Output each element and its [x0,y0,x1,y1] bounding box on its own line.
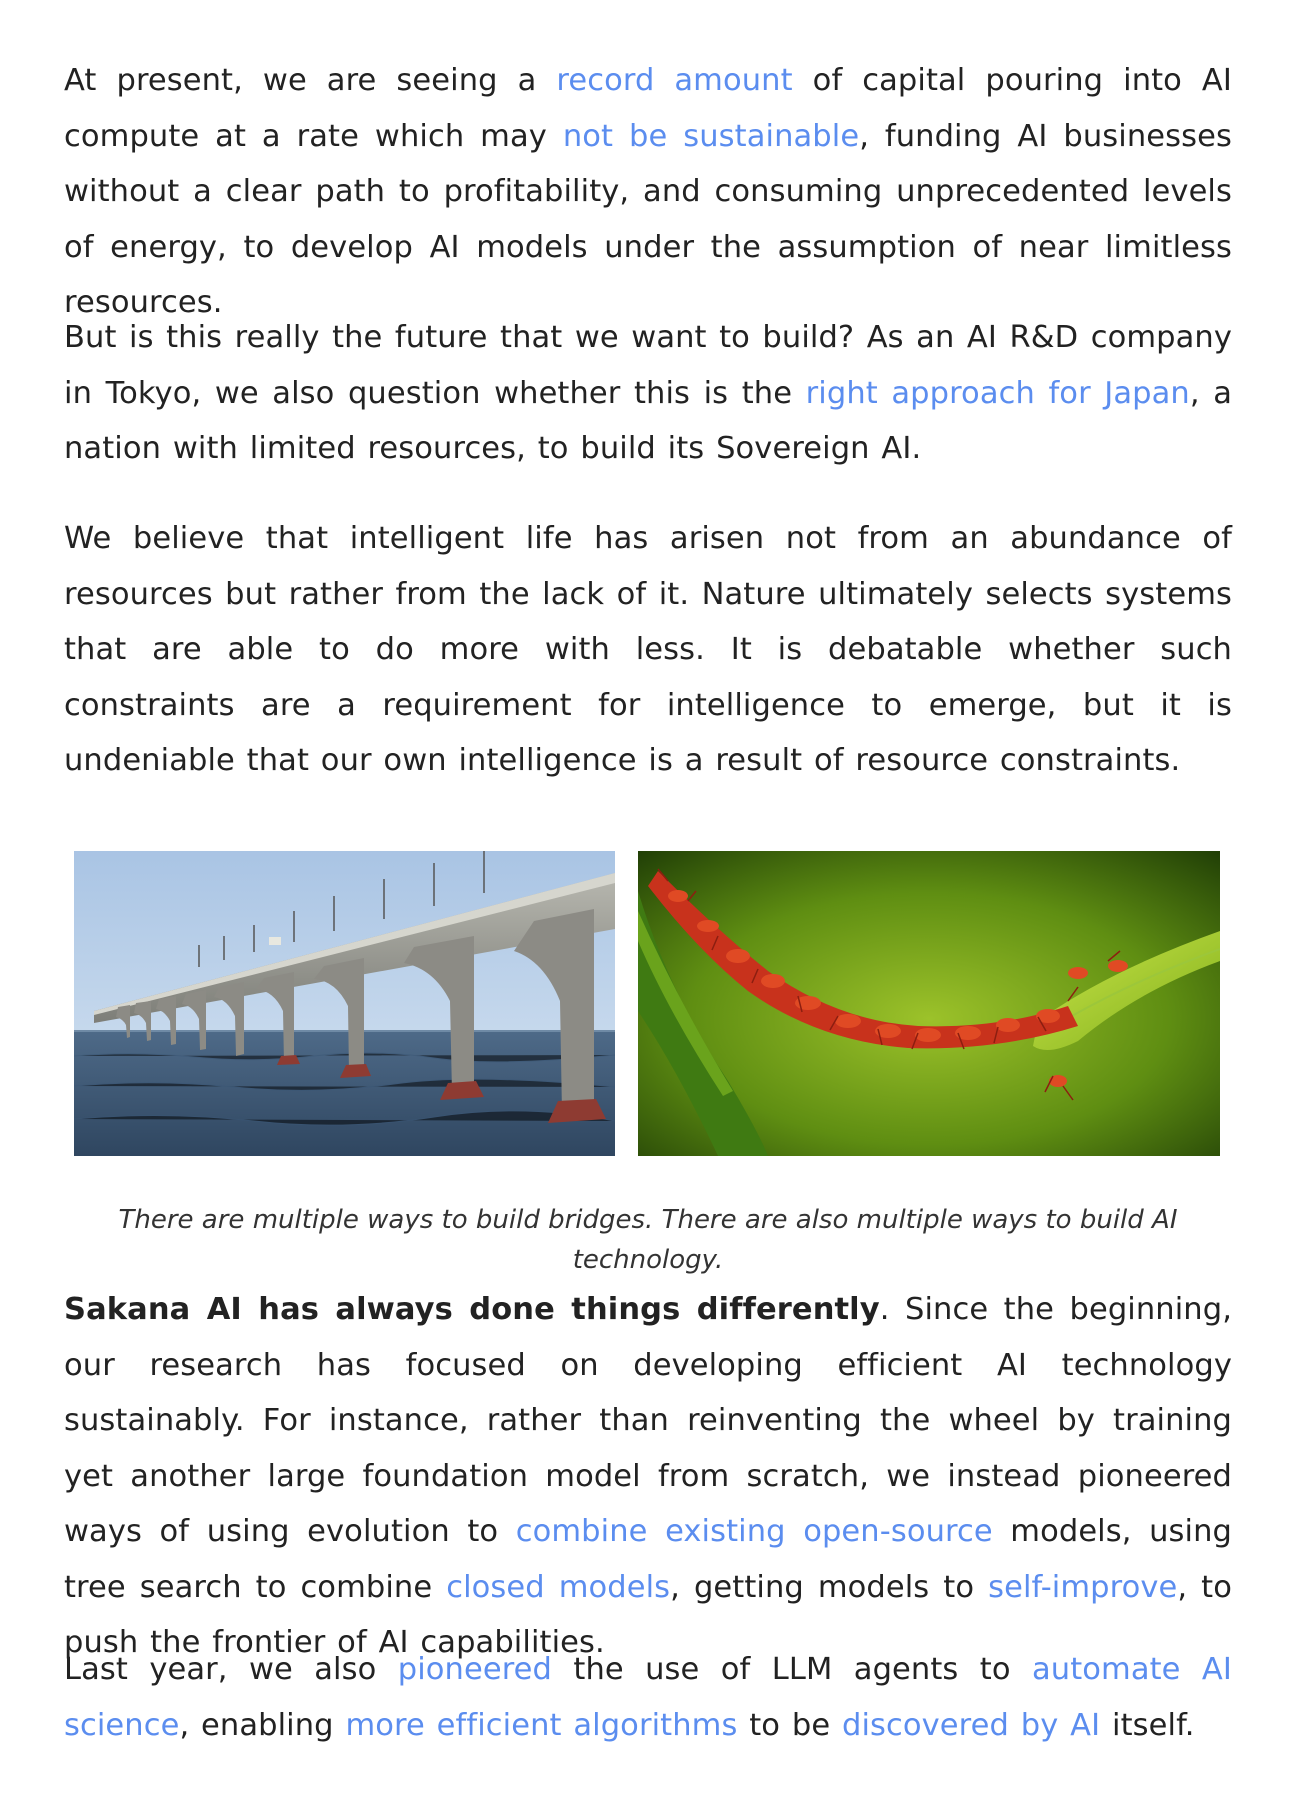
text: We believe that intelligent life has arisen not from an abundance of resources but rather from the lack of it. Nature ultimately selects systems that are able to do more with less. It is debatable whether such constraints are a requirement for intelligence to emerge, but it is undeniable that our own intelligence is a result of resource constraints. [64,521,1232,778]
link-pioneered[interactable]: pioneered [397,1652,552,1687]
text: to be [737,1707,842,1743]
link-more-efficient-algorithms[interactable]: more efficient algorithms [345,1707,738,1743]
text: the use of LLM agents to [552,1652,1032,1687]
bridge-photo-icon [74,851,615,1156]
text: , a nation with limited resources, to build its Sovereign AI. [64,375,1232,466]
text: Last year, we also [64,1652,398,1687]
bold-text: Sakana AI has always done things differently [64,1292,880,1327]
paragraph-2 [64,310,1232,477]
paragraph-4 [64,1282,1232,1671]
text: itself. [1100,1707,1195,1743]
text: , getting models to [670,1569,989,1605]
text: , to push the frontier of AI capabilities. [64,1569,1232,1660]
link-combine-existing-open-source[interactable]: combine existing open-source [515,1514,993,1549]
text: models, using tree search to combine [64,1514,1232,1605]
link-record-amount[interactable]: record amount [556,63,793,98]
ant-bridge-photo [638,851,1220,1156]
paragraph-1 [64,53,1232,331]
link-right-approach-for-japan[interactable]: right approach for Japan [805,375,1190,411]
text: , enabling [179,1707,346,1743]
text: , funding AI businesses without a clear path to profitability, and consuming unprecedented levels of energy, to develop AI models under the assumption of near limitless resources. [64,118,1232,320]
text: But is this really the future that we want to build? As an AI R&D company in Tokyo, we also question whether this is the [64,320,1232,411]
bridge-photo [74,851,615,1156]
figure-caption: There are multiple ways to build bridges. There are also multiple ways to build AI technology. [118,1205,1178,1275]
paragraph-5 [64,1642,1232,1753]
paragraph-3 [64,511,1232,789]
text: of capital pouring into AI compute at a rate which may [64,63,1232,154]
link-closed-models[interactable]: closed models [446,1569,671,1605]
link-discovered-by-ai[interactable]: discovered by AI [841,1707,1101,1743]
text: . Since the beginning, our research has focused on developing efficient AI technology sustainably. For instance, rather than reinventing the wheel by training yet another large foundation model from scratch, we instead pioneered ways of using evolution to [64,1292,1232,1549]
link-automate-ai-science[interactable]: automate AI science [64,1652,1232,1743]
text: At present, we are seeing a [64,63,557,98]
link-self-improve[interactable]: self-improve [988,1569,1178,1605]
link-not-be-sustainable[interactable]: not be sustainable [562,118,860,154]
ant-bridge-photo-icon [638,851,1220,1156]
